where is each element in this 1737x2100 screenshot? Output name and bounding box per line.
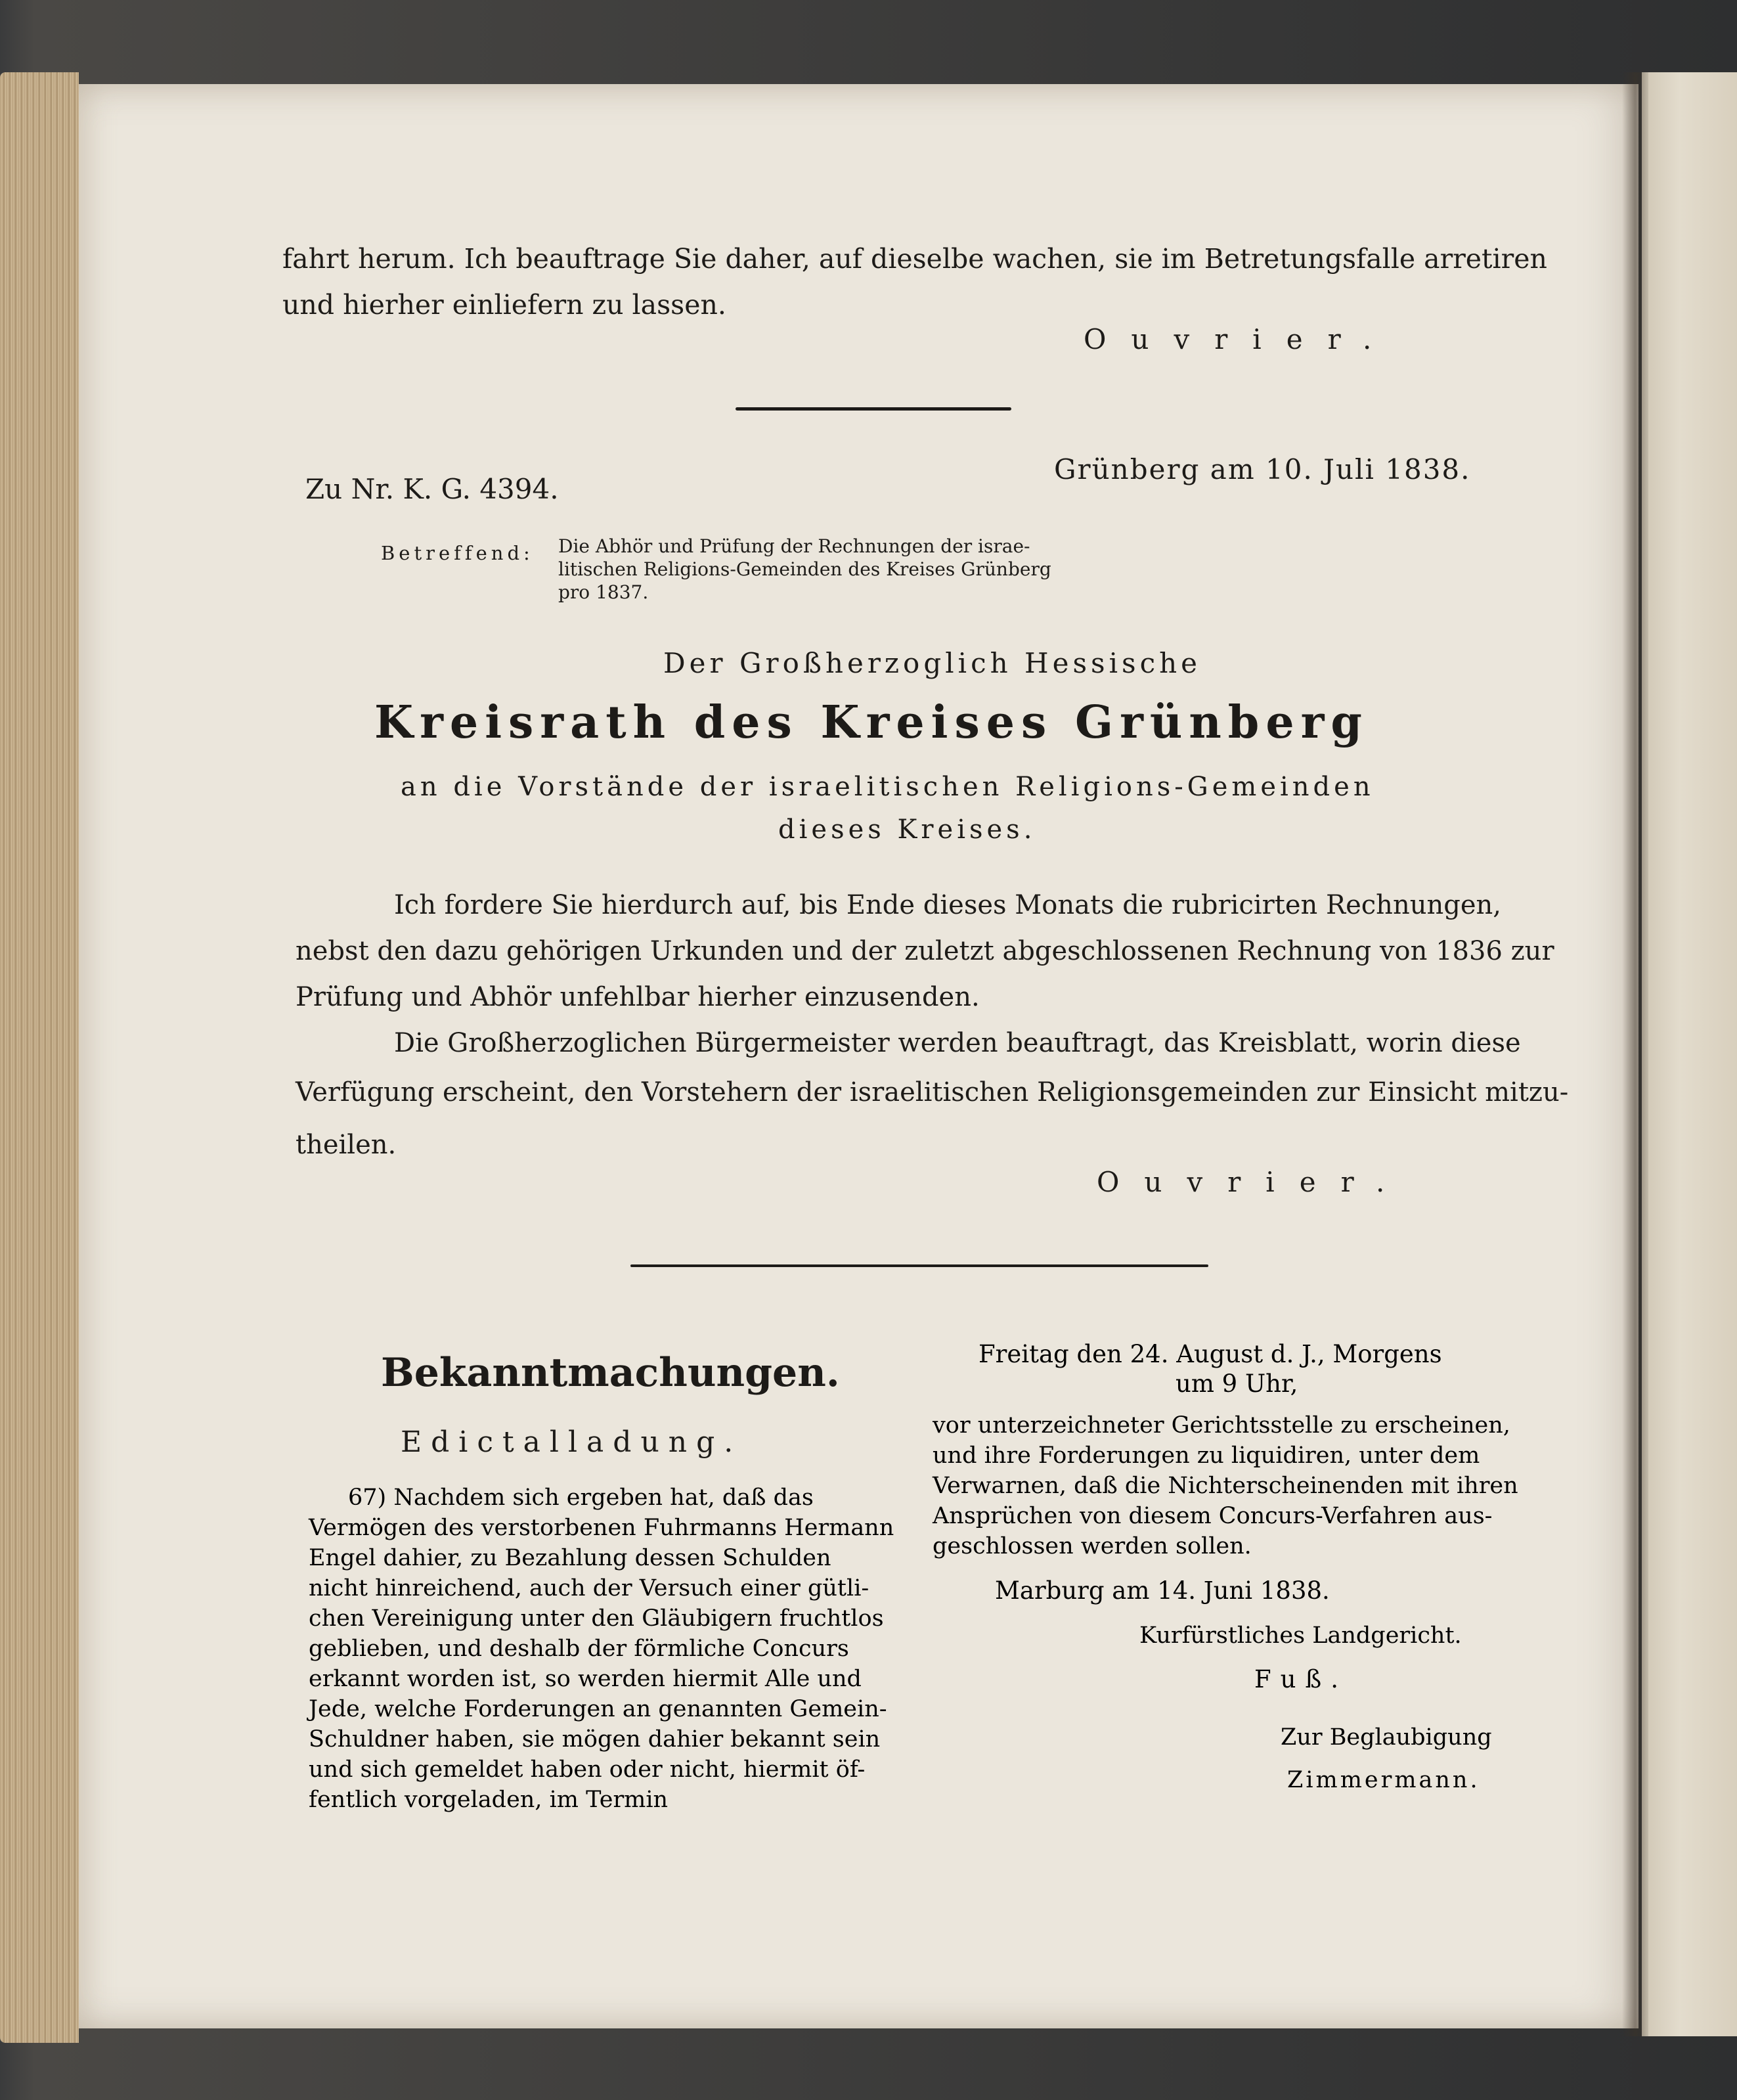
clerk-name: Zimmermann. (1287, 1767, 1480, 1793)
hearing-date-line-2: um 9 Uhr, (1176, 1370, 1298, 1398)
left-line: Schuldner haben, sie mögen dahier bekannt sein (309, 1726, 881, 1753)
subject-line-1: Die Abhör und Prüfung der Rechnungen der israe- (558, 535, 1030, 557)
page-edges (0, 72, 79, 2043)
paragraph-1-line-1: Ich fordere Sie hierdurch auf, bis Ende dieses Monats die rubricirten Rechnungen, (394, 890, 1501, 920)
paragraph-1-line-2: nebst den dazu gehörigen Urkunden und der zuletzt abgeschlossenen Rechnung von 1836 zur (296, 936, 1554, 966)
left-line: Jede, welche Forderungen an genannten Gemein- (309, 1696, 887, 1722)
right-line: Ansprüchen von diesem Concurs-Verfahren aus- (933, 1503, 1493, 1529)
continuation-signature: Ouvrier. (1084, 323, 1397, 355)
heading-addressees: an die Vorstände der israelitischen Religions-Gemeinden (401, 772, 1374, 802)
right-line: und ihre Forderungen zu liquidiren, unter dem (933, 1442, 1480, 1469)
paragraph-2-line-3: theilen. (296, 1130, 397, 1160)
subject-line-2: litischen Religions-Gemeinden des Kreises Grünberg (558, 558, 1051, 580)
heading-district: dieses Kreises. (778, 815, 1036, 845)
facing-page-edge (1642, 72, 1737, 2036)
left-line: nicht hinreichend, auch der Versuch einer gütli- (309, 1575, 869, 1601)
section-divider-1 (736, 407, 1011, 411)
right-line: vor unterzeichneter Gerichtsstelle zu erscheinen, (933, 1412, 1510, 1439)
section-divider-2 (630, 1264, 1208, 1267)
reference-number: Zu Nr. K. G. 4394. (305, 473, 559, 505)
hearing-date-line-1: Freitag den 24. August d. J., Morgens (978, 1340, 1442, 1368)
left-line: 67) Nachdem sich ergeben hat, daß das (348, 1485, 814, 1511)
court-place-date: Marburg am 14. Juni 1838. (995, 1576, 1330, 1605)
paragraph-2-line-2: Verfügung erscheint, den Vorstehern der israelitischen Religionsgemeinden zur Einsicht mitzu- (296, 1077, 1569, 1107)
subject-label: Betreffend: (381, 542, 534, 564)
announcements-title: Bekanntmachungen. (381, 1350, 840, 1396)
book-gutter (1622, 72, 1648, 2036)
left-line: geblieben, und deshalb der förmliche Concurs (309, 1636, 849, 1662)
attestation-label: Zur Beglaubigung (1281, 1724, 1492, 1751)
left-line: und sich gemeldet haben oder nicht, hiermit öf- (309, 1756, 866, 1783)
subject-line-3: pro 1837. (558, 581, 649, 603)
heading-kreisrath: Kreisrath des Kreises Grünberg (374, 696, 1369, 749)
right-line: Verwarnen, daß die Nichterscheinenden mit ihren (933, 1473, 1518, 1499)
judge-name: Fuß. (1254, 1665, 1348, 1693)
left-line: fentlich vorgeladen, im Termin (309, 1787, 669, 1813)
heading-authority: Der Großherzoglich Hessische (663, 647, 1201, 679)
left-line: chen Vereinigung unter den Gläubigern fruchtlos (309, 1605, 884, 1632)
decree-signature: Ouvrier. (1097, 1166, 1410, 1198)
paragraph-2-line-1: Die Großherzoglichen Bürgermeister werden beauftragt, das Kreisblatt, worin diese (394, 1028, 1521, 1058)
continuation-line-2: und hierher einliefern zu lassen. (282, 289, 726, 321)
paragraph-1-line-3: Prüfung und Abhör unfehlbar hierher einzusenden. (296, 982, 980, 1012)
edict-subtitle: Edictalladung. (401, 1425, 743, 1459)
right-line: geschlossen werden sollen. (933, 1533, 1252, 1559)
continuation-line-1: fahrt herum. Ich beauftrage Sie daher, auf dieselbe wachen, sie im Betretungsfalle arretiren (282, 243, 1547, 275)
left-line: erkannt worden ist, so werden hiermit Alle und (309, 1666, 862, 1692)
left-line: Vermögen des verstorbenen Fuhrmanns Hermann (309, 1515, 894, 1541)
decree-place-date: Grünberg am 10. Juli 1838. (1054, 453, 1471, 485)
court-name: Kurfürstliches Landgericht. (1139, 1622, 1462, 1649)
left-line: Engel dahier, zu Bezahlung dessen Schulden (309, 1545, 831, 1571)
